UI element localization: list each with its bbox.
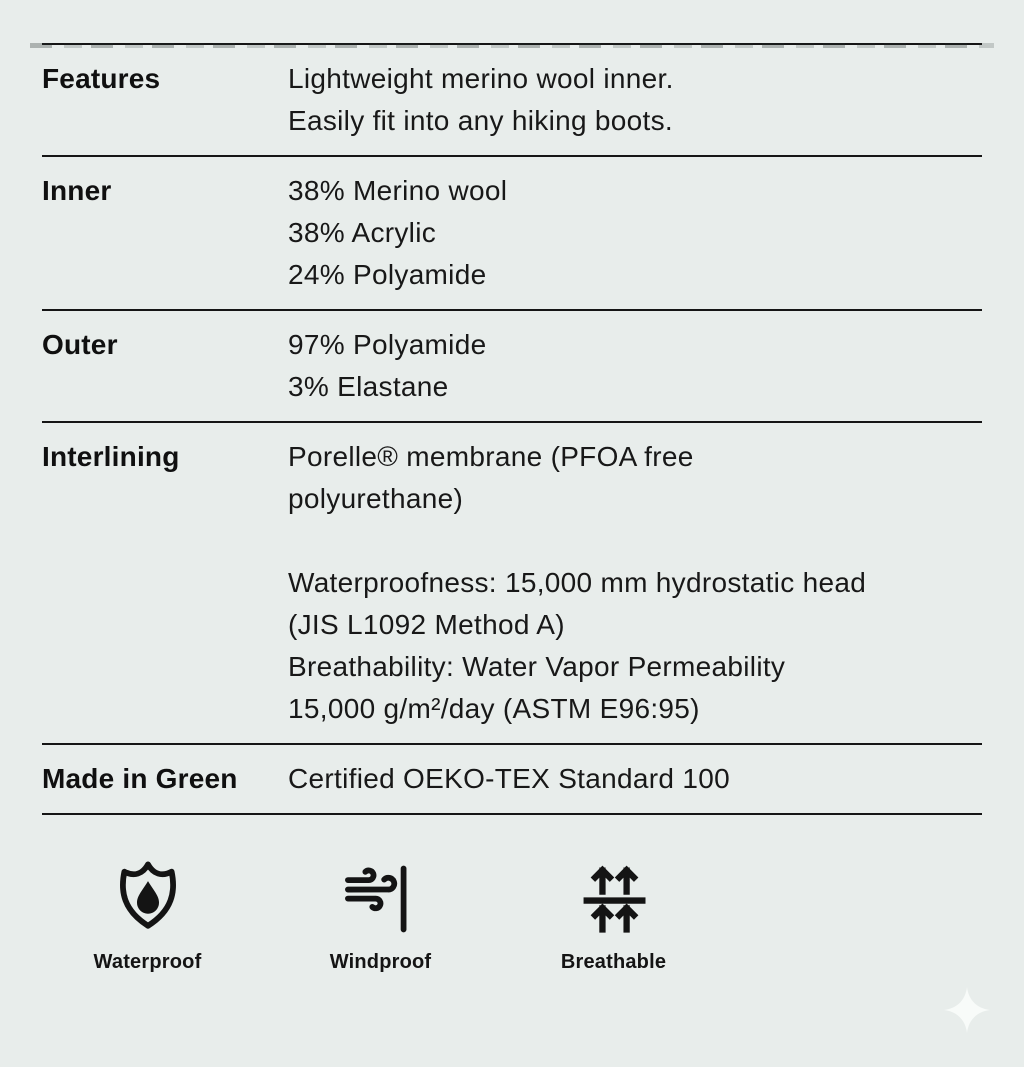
spec-row — [42, 155, 982, 309]
feature-badges — [31, 857, 1024, 974]
spec-row-value — [288, 58, 982, 142]
badge-label: Breathable — [560, 951, 667, 973]
badge-breathable — [497, 857, 730, 974]
spec-row — [42, 421, 982, 743]
shield-droplet-icon — [106, 857, 190, 941]
badge-windproof — [264, 857, 497, 974]
spec-value-line: polyurethane) — [288, 483, 464, 514]
spec-value-line: 3% Elastane — [288, 371, 449, 402]
spec-value-line: 15,000 g/m²/day (ASTM E96:95) — [288, 693, 700, 724]
spec-row-value — [288, 170, 982, 296]
product-spec-card — [0, 43, 1024, 1067]
spec-value-line: 24% Polyamide — [288, 259, 487, 290]
spec-row-label: Made in Green — [42, 763, 238, 794]
spec-value-line — [288, 520, 982, 562]
spec-value-line: 97% Polyamide — [288, 329, 487, 360]
spec-value-line: Certified OEKO-TEX Standard 100 — [288, 763, 730, 794]
spec-row-value — [288, 758, 982, 800]
spec-table — [42, 43, 982, 815]
spec-value-line: (JIS L1092 Method A) — [288, 609, 565, 640]
spec-value-line: Porelle® membrane (PFOA free — [288, 441, 694, 472]
spec-row — [42, 309, 982, 421]
cropped-top-edge-artifact — [30, 43, 994, 48]
airflow-arrows-icon — [572, 857, 656, 941]
spec-value-line: 38% Merino wool — [288, 175, 508, 206]
spec-row-label: Features — [42, 63, 161, 94]
spec-value-line: Easily fit into any hiking boots. — [288, 105, 673, 136]
sparkle-icon — [944, 987, 990, 1033]
spec-row-label: Interlining — [42, 441, 180, 472]
spec-row — [42, 43, 982, 155]
spec-value-line: Breathability: Water Vapor Permeability — [288, 651, 786, 682]
spec-row-label: Inner — [42, 175, 112, 206]
spec-value-line: 38% Acrylic — [288, 217, 437, 248]
spec-row-value — [288, 324, 982, 408]
badge-label: Windproof — [329, 951, 432, 973]
spec-row-label: Outer — [42, 329, 118, 360]
spec-value-line: Waterproofness: 15,000 mm hydrostatic head — [288, 567, 867, 598]
badge-label: Waterproof — [93, 951, 202, 973]
wind-barrier-icon — [339, 857, 423, 941]
spec-value-line: Lightweight merino wool inner. — [288, 63, 674, 94]
badge-waterproof — [31, 857, 264, 974]
spec-row-value — [288, 436, 982, 730]
spec-row — [42, 743, 982, 815]
